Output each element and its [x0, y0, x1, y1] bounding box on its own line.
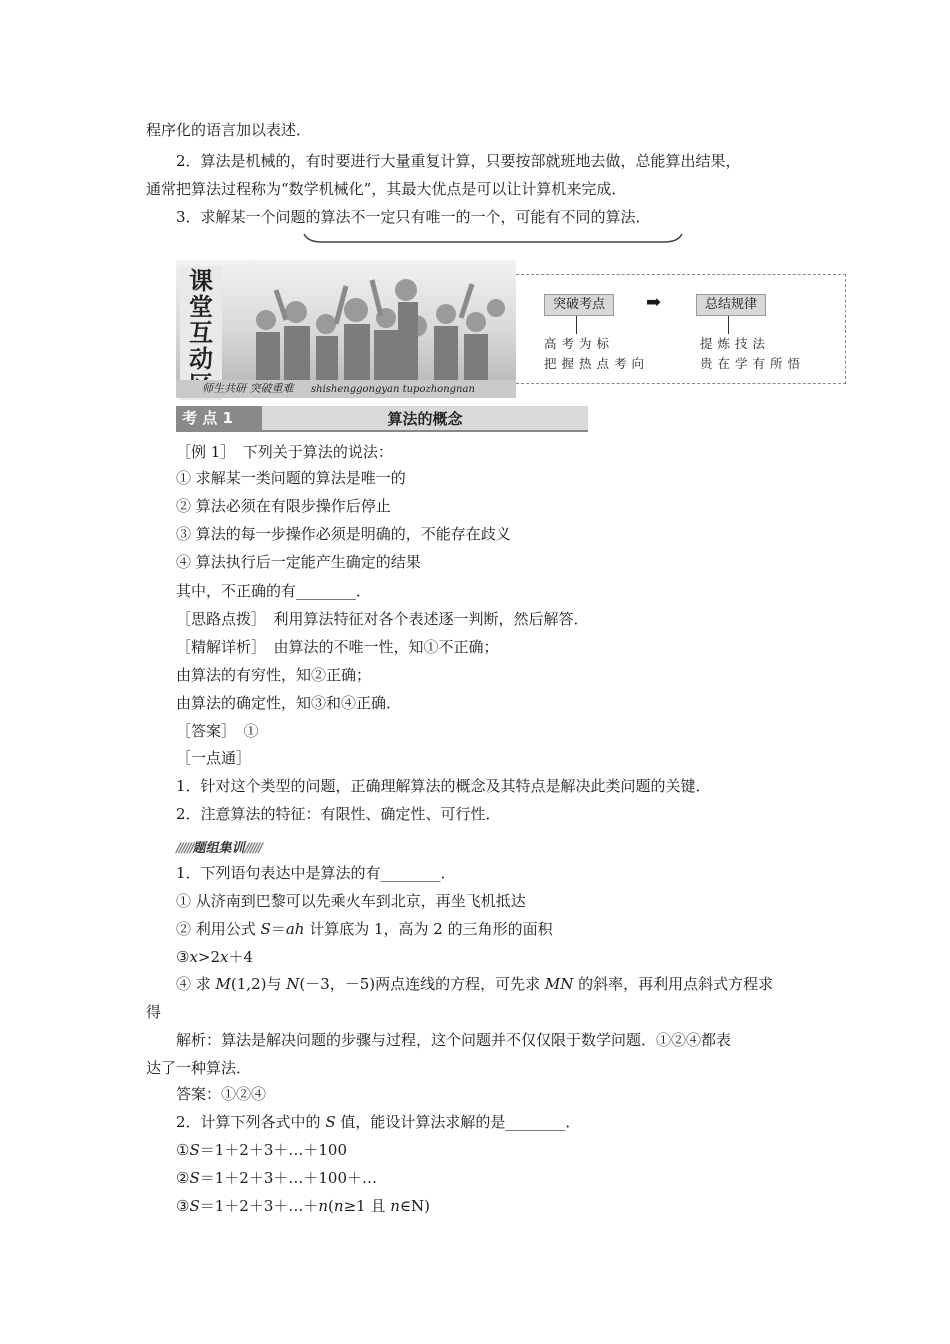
- banner-photo: [176, 260, 516, 380]
- tag-breakthrough: 突破考点: [544, 294, 614, 316]
- example-line-13: 1．针对这个类型的问题，正确理解算法的概念及其特点是解决此类问题的关键．: [176, 777, 711, 795]
- example-line-2: ① 求解某一类问题的算法是唯一的: [176, 469, 406, 487]
- banner-text-2b: 贵在学有所悟: [700, 356, 806, 371]
- intro-line-4: 3．求解某一个问题的算法不一定只有唯一的一个，可能有不同的算法．: [176, 208, 651, 226]
- example-line-9: 由算法的有穷性，知②正确；: [176, 666, 372, 684]
- banner-pinyin: shishenggongyan tupozhongnan: [311, 384, 475, 395]
- intro-line-3: 通常把算法过程称为“数学机械化”，其最大优点是可以让计算机来完成．: [146, 180, 627, 198]
- crowd-illustration: [176, 260, 516, 380]
- connector-line: [728, 316, 729, 334]
- q2-option-1: ①S＝1＋2＋3＋…＋100: [176, 1141, 347, 1159]
- q2-option-2: ②S＝1＋2＋3＋…＋100＋…: [176, 1169, 377, 1187]
- intro-line-1: 程序化的语言加以表述．: [146, 121, 312, 139]
- q2-line-1: 2．计算下列各式中的 S 值，能设计算法求解的是________．: [176, 1113, 581, 1131]
- banner-subtitle-bar: [176, 380, 516, 398]
- section-header: [176, 406, 588, 432]
- banner-subtitle: 师生共研 突破重难: [202, 382, 294, 395]
- example-line-14: 2．注意算法的特征：有限性、确定性、可行性．: [176, 805, 501, 823]
- banner-vertical-title: 课堂互动: [180, 266, 222, 400]
- example-line-3: ② 算法必须在有限步操作后停止: [176, 497, 391, 515]
- example-line-11: ［答案］ ①: [176, 722, 259, 740]
- q1-analysis-line-2: 达了一种算法．: [146, 1059, 252, 1077]
- connector-line: [576, 316, 577, 334]
- q2-option-3: ③S＝1＋2＋3＋…＋n(n≥1 且 n∈N): [176, 1197, 430, 1215]
- q1-answer: 答案：①②④: [176, 1085, 267, 1103]
- hatch-decoration: //////: [244, 841, 262, 856]
- banner-text-2a: 提炼技法: [700, 336, 771, 351]
- example-line-12: ［一点通］: [176, 749, 252, 767]
- section-title: 算法的概念: [387, 410, 463, 428]
- example-line-10: 由算法的确定性，知③和④正确．: [176, 694, 402, 712]
- q1-line-6: 得: [146, 1003, 162, 1021]
- hatch-decoration: //////: [176, 841, 193, 856]
- banner-text-1b: 把握热点考向: [544, 356, 650, 371]
- example-line-5: ④ 算法执行后一定能产生确定的结果: [176, 553, 421, 571]
- classroom-banner: [176, 260, 848, 398]
- example-line-1: ［例 1］ 下列关于算法的说法：: [176, 443, 393, 461]
- separator-curve: [302, 232, 684, 246]
- arrow-icon: ➡: [646, 292, 662, 313]
- q1-line-5: ④ 求 M(1,2)与 N(－3，－5)两点连线的方程，可先求 MN 的斜率，再利用点斜式方程求: [176, 975, 774, 993]
- intro-line-2: 2．算法是机械的，有时要进行大量重复计算，只要按部就班地去做，总能算出结果，: [176, 152, 741, 170]
- q1-line-3: ② 利用公式 S＝ah 计算底为 1，高为 2 的三角形的面积: [176, 920, 553, 938]
- q1-line-4: ③x>2x＋4: [176, 948, 254, 966]
- tag-summary: 总结规律: [696, 294, 766, 316]
- banner-text-1a: 高考为标: [544, 336, 615, 351]
- q1-analysis-line-1: 解析：算法是解决问题的步骤与过程，这个问题并不仅仅限于数学问题．①②④都表: [176, 1031, 732, 1049]
- example-line-4: ③ 算法的每一步操作必须是明确的，不能存在歧义: [176, 525, 511, 543]
- example-line-6: 其中，不正确的有________．: [176, 582, 372, 600]
- exercise-group-heading: [176, 837, 261, 856]
- q1-line-2: ① 从济南到巴黎可以先乘火车到北京，再坐飞机抵达: [176, 892, 526, 910]
- example-line-7: ［思路点拨］ 利用算法特征对各个表述逐一判断，然后解答．: [176, 610, 589, 628]
- section-label: 考 点 1: [176, 406, 262, 430]
- example-line-8: ［精解详析］ 由算法的不唯一性，知①不正确；: [176, 638, 499, 656]
- q1-line-1: 1．下列语句表达中是算法的有________．: [176, 864, 456, 882]
- exercise-group-title: 题组集训: [192, 841, 245, 856]
